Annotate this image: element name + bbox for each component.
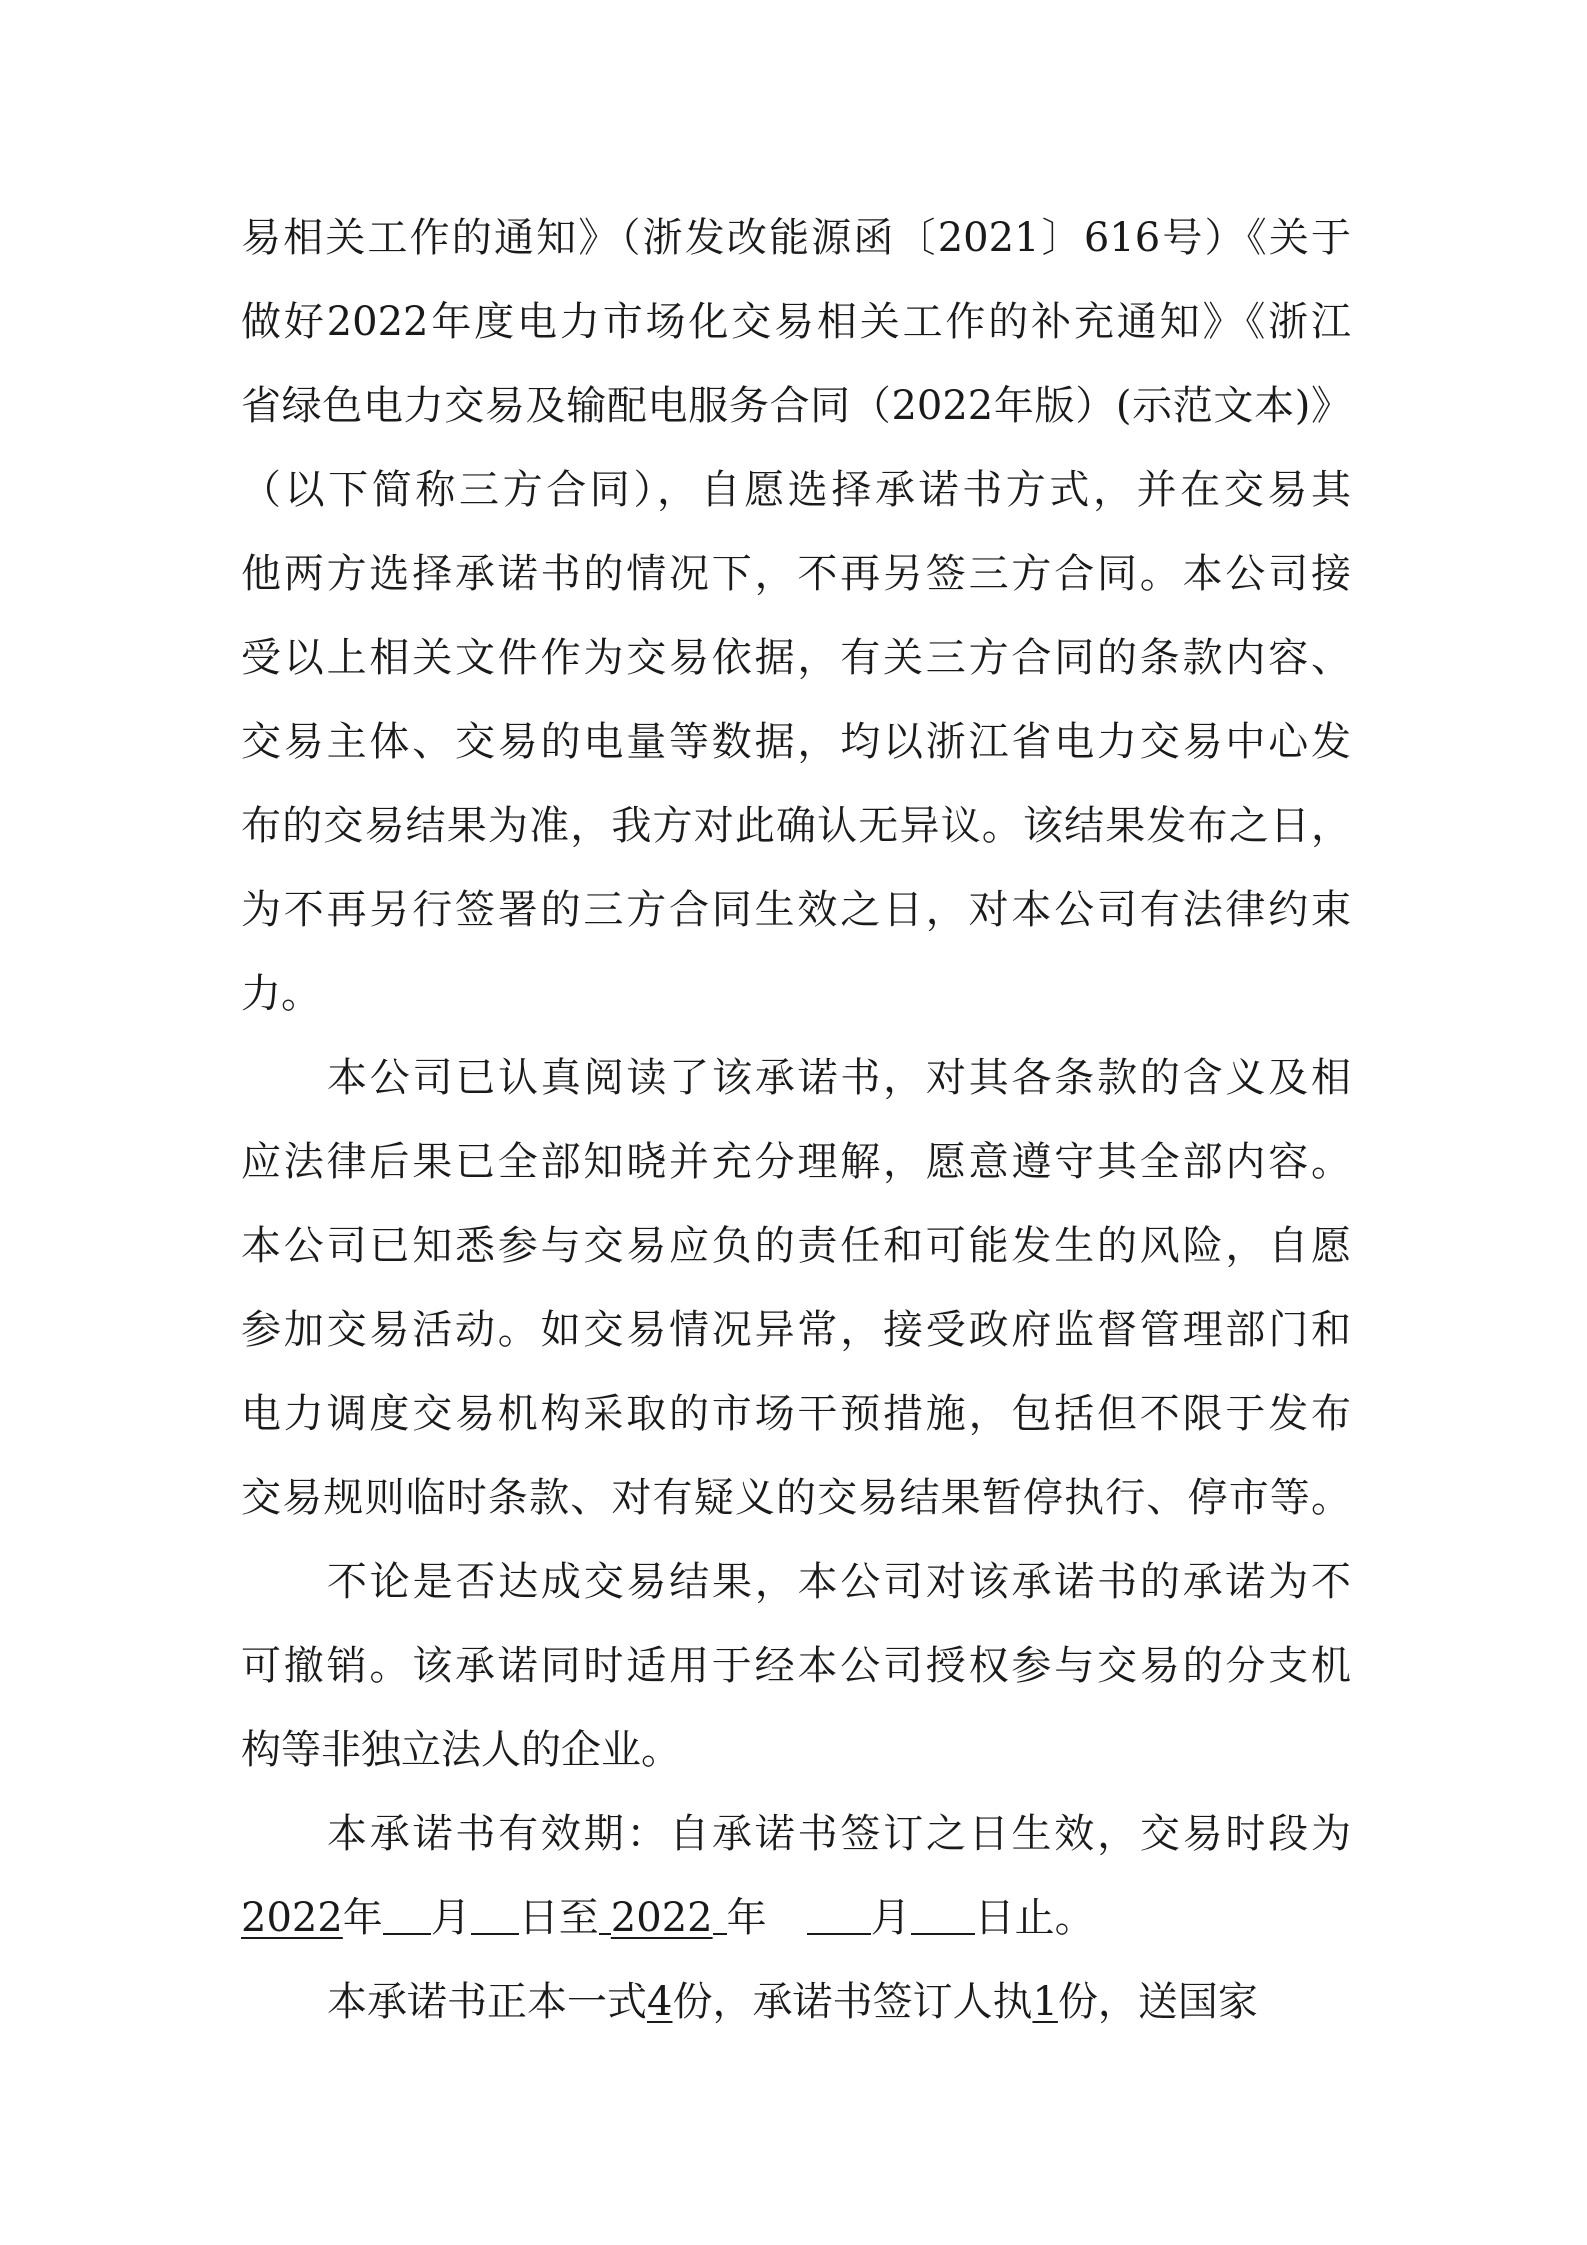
end-year-label: 年 [726,1895,767,1941]
year-label: 年 [342,1895,383,1941]
day-to-label: 日至 [518,1895,599,1941]
document-body [241,196,1351,2044]
text-line: 本公司已知悉参与交易应负的责任和可能发生的风险，自愿 [241,1223,1351,1269]
copies-total-field: 4 [647,1979,673,2025]
text-line: 交易规则临时条款、对有疑义的交易结果暂停执行、停市等。 [241,1475,1351,1521]
text-line: 受以上相关文件作为交易依据，有关三方合同的条款内容、 [241,635,1351,681]
text-line: 可撤销。该承诺同时适用于经本公司授权参与交易的分支机 [241,1643,1351,1689]
text-line: 力。 [241,971,321,1017]
text-line: 电力调度交易机构采取的市场干预措施，包括但不限于发布 [241,1391,1351,1437]
end-day-label: 日止。 [974,1895,1095,1941]
validity-period-line [241,1876,1351,1960]
text-line: 交易主体、交易的电量等数据，均以浙江省电力交易中心发 [241,719,1351,765]
text-line: 做好2022年度电力市场化交易相关工作的补充通知》《浙江 [241,299,1351,345]
text-line: 不论是否达成交易结果，本公司对该承诺书的承诺为不 [327,1559,1351,1605]
copies-text-b: 份，承诺书签订人执 [672,1979,1033,2025]
start-year-field: 2022 [241,1895,343,1941]
text-line: 应法律后果已全部知晓并充分理解，愿意遵守其全部内容。 [241,1139,1351,1185]
end-day-blank [911,1885,975,1935]
copies-signer-field: 1 [1032,1979,1058,2025]
end-month-blank [807,1885,871,1935]
end-month-label: 月 [870,1895,911,1941]
copies-line [241,1960,1351,2044]
text-line: 本承诺书有效期：自承诺书签订之日生效，交易时段为 [327,1811,1351,1857]
start-day-blank [471,1885,519,1935]
text-line: （以下简称三方合同），自愿选择承诺书方式，并在交易其 [241,467,1351,513]
text-line: 本公司已认真阅读了该承诺书，对其各条款的含义及相 [327,1055,1351,1101]
end-year-pad-blank [599,1885,611,1935]
text-line: 构等非独立法人的企业。 [241,1727,681,1773]
copies-text-a: 本承诺书正本一式 [327,1979,647,2025]
text-line: 省绿色电力交易及输配电服务合同（2022年版）(示范文本)》 [241,383,1351,429]
text-line: 他两方选择承诺书的情况下，不再另签三方合同。本公司接 [241,551,1351,597]
start-month-blank [383,1885,431,1935]
text-line: 易相关工作的通知》（浙发改能源函〔2021〕616号）《关于 [241,215,1351,261]
end-year-pad-blank [713,1885,727,1935]
month-label: 月 [430,1895,471,1941]
text-line: 为不再另行签署的三方合同生效之日，对本公司有法律约束 [241,887,1351,933]
copies-text-c: 份，送国家 [1057,1979,1258,2025]
text-line: 布的交易结果为准，我方对此确认无异议。该结果发布之日， [241,803,1351,849]
end-year-field: 2022 [610,1895,713,1941]
text-line: 参加交易活动。如交易情况异常，接受政府监督管理部门和 [241,1307,1351,1353]
